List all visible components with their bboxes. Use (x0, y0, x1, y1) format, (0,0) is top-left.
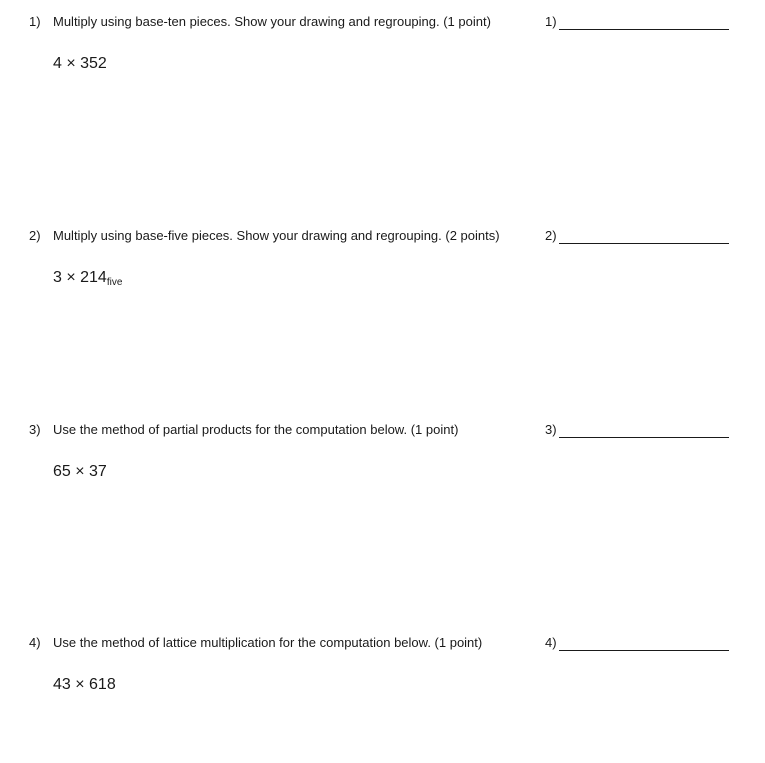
answer-line[interactable] (559, 638, 729, 651)
question-number: 2) (29, 228, 41, 243)
answer-blank[interactable] (545, 14, 729, 30)
answer-label: 3) (545, 422, 557, 437)
question-text: Use the method of lattice multiplication for the computation below. (1 point) (53, 635, 483, 650)
answer-line[interactable] (559, 425, 729, 438)
question-text: Multiply using base-ten pieces. Show your drawing and regrouping. (1 point) (53, 14, 491, 29)
question-number: 4) (29, 635, 41, 650)
answer-label: 4) (545, 635, 557, 650)
question-text: Use the method of partial products for the computation below. (1 point) (53, 422, 459, 437)
problem-expression (53, 268, 122, 293)
answer-label: 2) (545, 228, 557, 243)
expression-text: 4 × 352 (53, 55, 107, 72)
answer-label: 1) (545, 14, 557, 29)
answer-line[interactable] (559, 17, 729, 30)
answer-blank[interactable] (545, 635, 729, 651)
answer-blank[interactable] (545, 422, 729, 438)
question-number: 1) (29, 14, 41, 29)
question-text: Multiply using base-five pieces. Show your drawing and regrouping. (2 points) (53, 228, 500, 243)
expression-text: 3 × 214 (53, 269, 107, 286)
expression-text: 65 × 37 (53, 463, 107, 480)
answer-line[interactable] (559, 231, 729, 244)
expression-text: 43 × 618 (53, 676, 116, 693)
question-number: 3) (29, 422, 41, 437)
problem-expression (53, 675, 116, 700)
problem-expression (53, 462, 107, 487)
answer-blank[interactable] (545, 228, 729, 244)
problem-expression (53, 54, 107, 79)
expression-subscript: five (106, 277, 123, 288)
